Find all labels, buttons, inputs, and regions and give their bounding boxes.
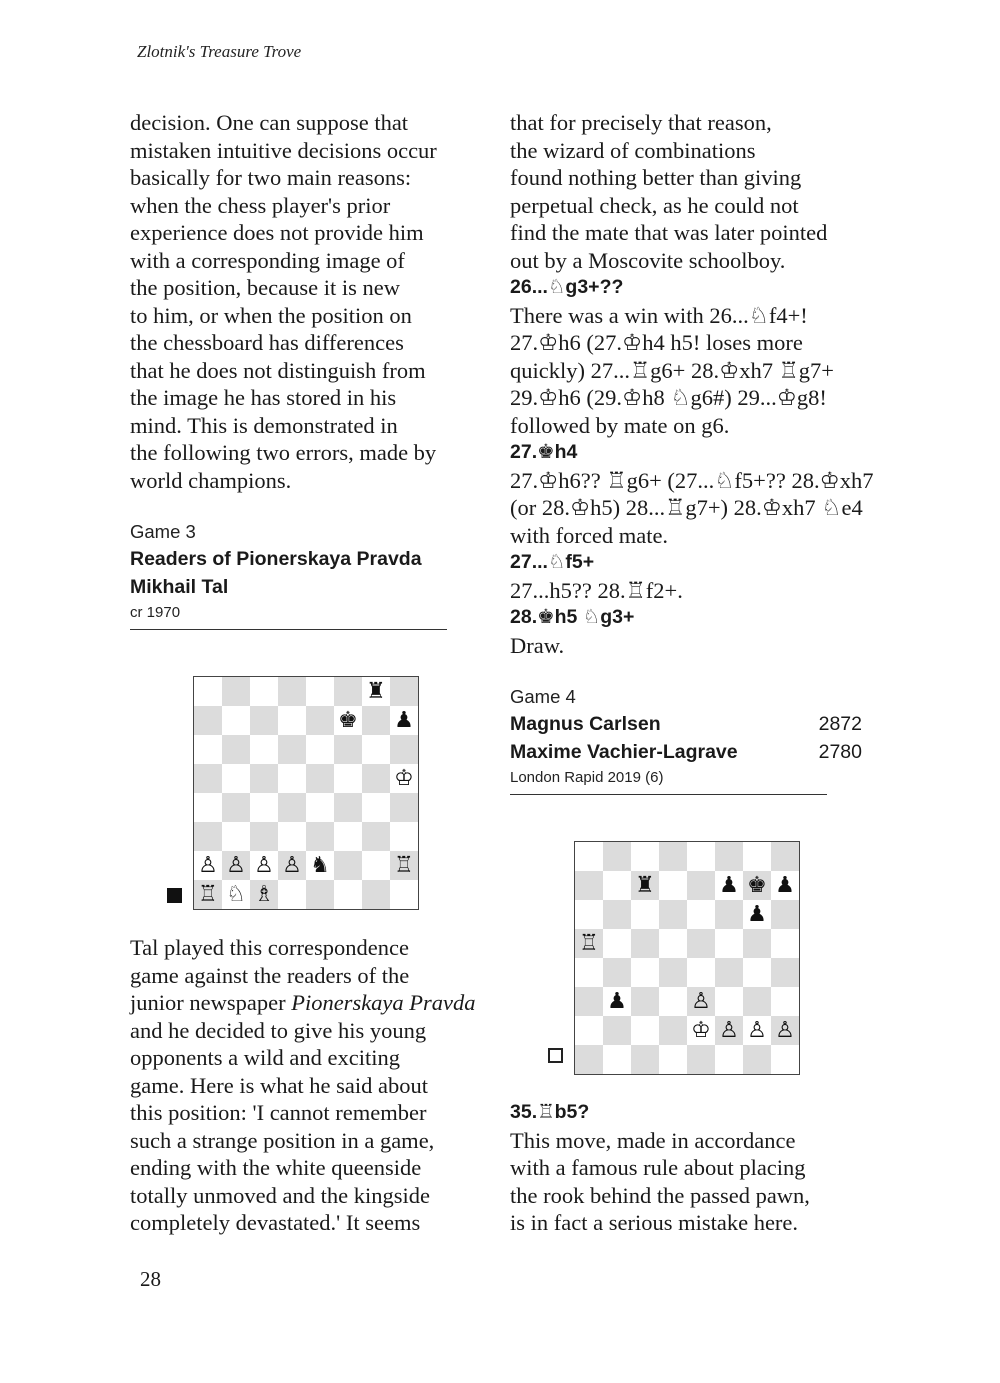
text-line: this position: 'I cannot remember [130, 1100, 427, 1125]
square-c7 [250, 706, 278, 735]
move-comment [510, 577, 870, 605]
text-line: that for precisely that reason, [510, 110, 772, 135]
black-pawn-icon: ♟ [719, 872, 739, 898]
square-e2 [306, 851, 334, 880]
square-f4 [334, 793, 362, 822]
black-player [510, 738, 862, 766]
white-to-move-marker [548, 1048, 563, 1063]
text-line: out by a Moscovite schoolboy. [510, 247, 786, 273]
text-line: mind. This is demonstrated in [130, 412, 398, 438]
square-f6 [715, 900, 743, 929]
square-h2 [390, 851, 418, 880]
square-c4 [250, 793, 278, 822]
square-h6 [771, 900, 799, 929]
move-heading: 28.♚h5 ♘g3+ [510, 606, 635, 628]
black-pawn-icon: ♟ [775, 872, 795, 898]
square-c8 [250, 677, 278, 706]
square-h2 [771, 1016, 799, 1045]
square-e7 [306, 706, 334, 735]
square-d2 [278, 851, 306, 880]
text-line: with forced mate. [510, 522, 669, 548]
square-c1 [631, 1045, 659, 1074]
square-h1 [771, 1045, 799, 1074]
black-to-move-marker [167, 888, 182, 903]
text-line: decision. One can suppose that [130, 110, 409, 135]
square-b6 [222, 735, 250, 764]
text-line: with a famous rule about placing [510, 1155, 806, 1180]
square-b7 [603, 871, 631, 900]
square-a6 [575, 900, 603, 929]
square-b7 [222, 706, 250, 735]
square-c2 [631, 1016, 659, 1045]
square-a2 [575, 1016, 603, 1045]
square-a8 [194, 677, 222, 706]
square-e5 [687, 929, 715, 958]
game4-diagram [574, 841, 800, 1075]
text-line: completely devastated.' It seems [130, 1210, 421, 1235]
text-line: 29.♔h6 (29.♔h8 ♘g6#) 29...♔g8! [510, 385, 827, 410]
white-bishop-icon: ♗ [254, 881, 274, 907]
square-f7 [334, 706, 362, 735]
text-line: the position, because it is new [130, 275, 400, 300]
text-line: find the mate that was later pointed [510, 220, 828, 245]
square-f4 [715, 958, 743, 987]
square-e8 [306, 677, 334, 706]
text-line: such a strange position in a game, [130, 1127, 435, 1153]
game3-diagram [193, 676, 419, 910]
text-line: that he does not distinguish from [130, 357, 426, 383]
white-player-rating: 2872 [818, 713, 862, 735]
square-d3 [278, 822, 306, 851]
square-d4 [278, 793, 306, 822]
text-line: and he decided to give his young [130, 1017, 427, 1043]
text-line: found nothing better than giving [510, 165, 802, 190]
square-g7 [743, 871, 771, 900]
text-line: the rook behind the passed pawn, [510, 1182, 810, 1208]
left-column-continued [130, 934, 490, 1237]
text-line: opponents a wild and exciting [130, 1045, 400, 1070]
square-a1 [575, 1045, 603, 1074]
square-h7 [771, 871, 799, 900]
square-e7 [687, 871, 715, 900]
square-b2 [222, 851, 250, 880]
text-line: to him, or when the position on [130, 302, 412, 328]
game-label: Game 4 [510, 686, 576, 707]
square-g6 [362, 735, 390, 764]
square-b6 [603, 900, 631, 929]
square-h5 [771, 929, 799, 958]
square-g7 [362, 706, 390, 735]
square-g4 [743, 958, 771, 987]
tal-paragraph [130, 934, 490, 1237]
text-line [130, 989, 490, 1017]
square-f7 [715, 871, 743, 900]
text-line: There was a win with 26...♘f4+! [510, 302, 808, 328]
text-line: 27.♔h6?? ♖g6+ (27...♘f5+?? 28.♔xh7 [510, 467, 874, 493]
square-a7 [194, 706, 222, 735]
white-king-icon: ♔ [691, 1017, 711, 1043]
square-f3 [715, 987, 743, 1016]
square-g4 [362, 793, 390, 822]
left-column [130, 109, 490, 630]
square-f6 [334, 735, 362, 764]
white-pawn-icon: ♙ [691, 988, 711, 1014]
square-f1 [334, 880, 362, 909]
white-pawn-icon: ♙ [747, 1017, 767, 1043]
square-e1 [306, 880, 334, 909]
white-king-icon: ♔ [394, 765, 414, 791]
text-line: basically for two main reasons: [130, 165, 412, 190]
text-line: quickly) 27...♖g6+ 28.♔xh7 ♖g7+ [510, 357, 834, 383]
intro-paragraph [130, 109, 490, 494]
move-comment [510, 1127, 870, 1237]
square-c4 [631, 958, 659, 987]
square-h3 [390, 822, 418, 851]
text-line: totally unmoved and the kingside [130, 1182, 430, 1208]
square-c7 [631, 871, 659, 900]
white-player-name: Readers of Pionerskaya Pravda [130, 548, 422, 570]
square-g6 [743, 900, 771, 929]
white-pawn-icon: ♙ [254, 852, 274, 878]
square-a4 [194, 793, 222, 822]
square-b8 [603, 842, 631, 871]
divider [130, 629, 447, 630]
game-label: Game 3 [130, 521, 196, 542]
white-pawn-icon: ♙ [719, 1017, 739, 1043]
square-h8 [390, 677, 418, 706]
square-g1 [743, 1045, 771, 1074]
square-c2 [250, 851, 278, 880]
white-knight-icon: ♘ [226, 881, 246, 907]
square-g3 [362, 822, 390, 851]
square-a5 [575, 929, 603, 958]
black-rook-icon: ♜ [366, 678, 386, 704]
square-f1 [715, 1045, 743, 1074]
square-b8 [222, 677, 250, 706]
square-a7 [575, 871, 603, 900]
newspaper-title: Pionerskaya Pravda [291, 990, 476, 1015]
square-a6 [194, 735, 222, 764]
black-pawn-icon: ♟ [747, 901, 767, 927]
square-c3 [631, 987, 659, 1016]
move-comment [510, 302, 870, 440]
white-player [130, 545, 482, 573]
text-line: the chessboard has differences [130, 330, 404, 355]
square-b2 [603, 1016, 631, 1045]
game-event: cr 1970 [130, 604, 181, 621]
square-e4 [306, 793, 334, 822]
black-pawn-icon: ♟ [607, 988, 627, 1014]
square-c5 [631, 929, 659, 958]
white-rook-icon: ♖ [198, 881, 218, 907]
square-e1 [687, 1045, 715, 1074]
square-c1 [250, 880, 278, 909]
square-g3 [743, 987, 771, 1016]
square-e5 [306, 764, 334, 793]
square-b1 [222, 880, 250, 909]
square-a5 [194, 764, 222, 793]
black-player-name: Mikhail Tal [130, 576, 229, 598]
square-b3 [603, 987, 631, 1016]
square-a4 [575, 958, 603, 987]
white-rook-icon: ♖ [579, 930, 599, 956]
move-comment [510, 467, 874, 550]
square-a1 [194, 880, 222, 909]
square-d7 [278, 706, 306, 735]
square-h4 [771, 958, 799, 987]
black-player [130, 573, 482, 601]
square-h5 [390, 764, 418, 793]
square-a3 [194, 822, 222, 851]
white-pawn-icon: ♙ [226, 852, 246, 878]
square-e6 [687, 900, 715, 929]
square-f2 [334, 851, 362, 880]
square-h7 [390, 706, 418, 735]
right-column [510, 109, 874, 795]
square-e2 [687, 1016, 715, 1045]
game3-header [130, 519, 490, 630]
white-pawn-icon: ♙ [282, 852, 302, 878]
text-segment: junior newspaper [130, 990, 292, 1015]
square-f2 [715, 1016, 743, 1045]
square-e3 [687, 987, 715, 1016]
square-c8 [631, 842, 659, 871]
square-c3 [250, 822, 278, 851]
square-h8 [771, 842, 799, 871]
black-rook-icon: ♜ [635, 872, 655, 898]
square-g1 [362, 880, 390, 909]
square-b4 [603, 958, 631, 987]
square-g2 [362, 851, 390, 880]
page-number: 28 [140, 1267, 161, 1291]
square-d1 [278, 880, 306, 909]
text-line: is in fact a serious mistake here. [510, 1210, 799, 1235]
square-e4 [687, 958, 715, 987]
text-line: Tal played this correspondence [130, 935, 409, 960]
move-heading: 35.♖b5? [510, 1101, 590, 1123]
square-d8 [659, 842, 687, 871]
black-king-icon: ♚ [747, 872, 767, 898]
white-player [510, 710, 862, 738]
text-line: ending with the white queenside [130, 1155, 422, 1180]
text-line: with a corresponding image of [130, 247, 405, 273]
white-player-name: Magnus Carlsen [510, 713, 661, 735]
continuation-paragraph [510, 109, 870, 274]
square-g8 [362, 677, 390, 706]
text-line: when the chess player's prior [130, 192, 391, 218]
square-d6 [659, 900, 687, 929]
square-g5 [362, 764, 390, 793]
square-d5 [659, 929, 687, 958]
text-line: (or 28.♔h5) 28...♖g7+) 28.♔xh7 ♘e4 [510, 495, 863, 520]
move-comment [510, 632, 870, 660]
square-b5 [222, 764, 250, 793]
text-line: the wizard of combinations [510, 137, 756, 163]
text-line: perpetual check, as he could not [510, 192, 799, 218]
square-b5 [603, 929, 631, 958]
square-d4 [659, 958, 687, 987]
square-a2 [194, 851, 222, 880]
square-d6 [278, 735, 306, 764]
square-f5 [334, 764, 362, 793]
square-e8 [687, 842, 715, 871]
game-event: London Rapid 2019 (6) [510, 769, 664, 786]
square-g5 [743, 929, 771, 958]
square-c5 [250, 764, 278, 793]
square-a3 [575, 987, 603, 1016]
game4-header [510, 684, 870, 795]
square-f8 [334, 677, 362, 706]
move-heading: 27...♘f5+ [510, 551, 595, 573]
text-line: This move, made in accordance [510, 1127, 796, 1153]
square-h3 [771, 987, 799, 1016]
square-e3 [306, 822, 334, 851]
square-c6 [250, 735, 278, 764]
running-title: Zlotnik's Treasure Trove [137, 42, 302, 61]
white-pawn-icon: ♙ [775, 1017, 795, 1043]
black-player-name: Maxime Vachier-Lagrave [510, 741, 738, 763]
square-c6 [631, 900, 659, 929]
square-d8 [278, 677, 306, 706]
text-line: 27.♔h6 (27.♔h4 h5! loses more [510, 330, 803, 355]
square-d5 [278, 764, 306, 793]
text-line: world champions. [130, 467, 292, 493]
text-line: followed by mate on g6. [510, 412, 730, 438]
text-line: mistaken intuitive decisions occur [130, 137, 437, 163]
square-f3 [334, 822, 362, 851]
black-king-icon: ♚ [338, 707, 358, 733]
black-pawn-icon: ♟ [394, 707, 414, 733]
black-player-rating: 2780 [818, 741, 862, 763]
text-line: game. Here is what he said about [130, 1072, 429, 1098]
square-b4 [222, 793, 250, 822]
text-line: game against the readers of the [130, 962, 410, 988]
square-g8 [743, 842, 771, 871]
black-knight-icon: ♞ [310, 852, 330, 878]
move-heading: 27.♚h4 [510, 441, 578, 463]
square-b1 [603, 1045, 631, 1074]
move-heading: 26...♘g3+?? [510, 276, 624, 298]
divider [510, 794, 827, 795]
square-g2 [743, 1016, 771, 1045]
text-line: 27...h5?? 28.♖f2+. [510, 577, 683, 603]
text-line: experience does not provide him [130, 220, 424, 245]
white-pawn-icon: ♙ [198, 852, 218, 878]
square-b3 [222, 822, 250, 851]
square-d3 [659, 987, 687, 1016]
square-d2 [659, 1016, 687, 1045]
text-line: Draw. [510, 632, 565, 658]
square-h6 [390, 735, 418, 764]
square-h4 [390, 793, 418, 822]
square-d1 [659, 1045, 687, 1074]
text-line: the image he has stored in his [130, 385, 397, 410]
text-line: the following two errors, made by [130, 440, 437, 465]
white-rook-icon: ♖ [394, 852, 414, 878]
square-f8 [715, 842, 743, 871]
square-a8 [575, 842, 603, 871]
square-f5 [715, 929, 743, 958]
square-d7 [659, 871, 687, 900]
square-e6 [306, 735, 334, 764]
right-column-continued [510, 1099, 870, 1237]
square-h1 [390, 880, 418, 909]
